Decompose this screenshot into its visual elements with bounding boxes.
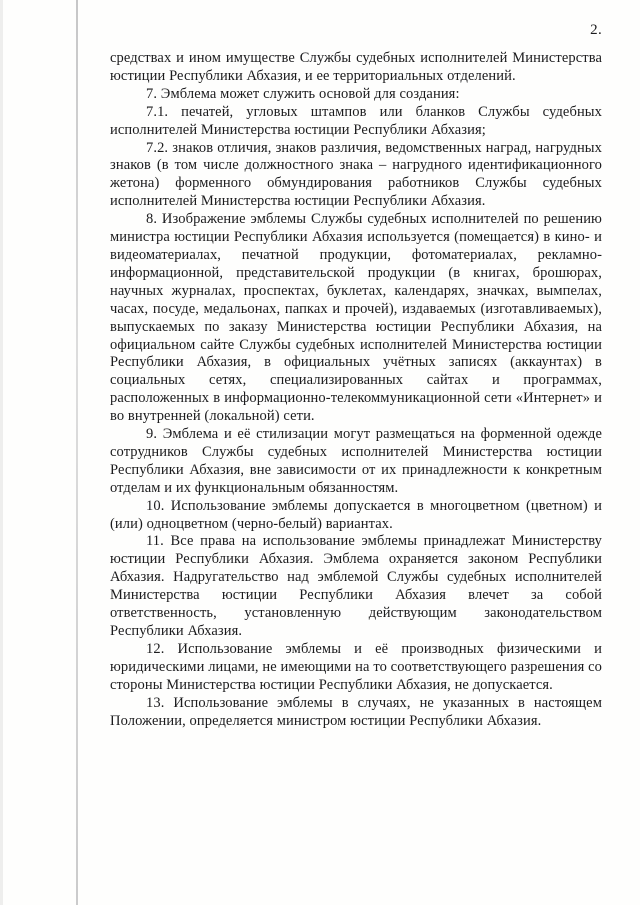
paragraph-7-1: 7.1. печатей, угловых штампов или бланков Службы судебных исполнителей Министерства юстиции Республики Абхазия;: [110, 103, 602, 138]
paragraph-12: 12. Использование эмблемы и её производных физическими и юридическими лицами, не имеющими на то соответствующего разрешения со стороны Министерства юстиции Республики Абхазия, не допускается.: [110, 640, 602, 693]
paragraph-7: 7. Эмблема может служить основой для создания:: [146, 85, 460, 102]
scan-edge-shadow: [0, 0, 3, 905]
paragraph-continuation: средствах и ином имуществе Службы судебных исполнителей Министерства юстиции Республики Абхазия, и ее территориальных отделений.: [110, 50, 602, 84]
paragraph-10: 10. Использование эмблемы допускается в многоцветном (цветном) и (или) одноцветном (черно-белый) вариантах.: [110, 497, 602, 532]
paragraph-7-2: 7.2. знаков отличия, знаков различия, ведомственных наград, нагрудных знаков (в том числе должностного знака – нагрудного идентификационного жетона) форменного обмундирования работников Службы судебных исполнителей Министерства юстиции Республики Абхазия.: [110, 139, 602, 210]
paragraph-9: 9. Эмблема и её стилизации могут размещаться на форменной одежде сотрудников Службы судебных исполнителей Министерства юстиции Республики Абхазия, вне зависимости от их принадлежности к конкретным отделам и их функциональным обязанностям.: [110, 426, 602, 496]
page-number: 2.: [590, 22, 602, 38]
scan-artifact-line: [76, 0, 78, 905]
document-body: [110, 50, 602, 730]
paragraph-13: 13. Использование эмблемы в случаях, не указанных в настоящем Положении, определяется министром юстиции Республики Абхазия.: [110, 694, 602, 729]
paragraph-11: 11. Все права на использование эмблемы принадлежат Министерству юстиции Республики Абхазия. Эмблема охраняется законом Республики Абхазия. Надругательство над эмблемой Службы судебных исполнителей Министерства юстиции Республики Абхазия влечет за собой ответственность, установленную действующим законодательством Республики Абхазия.: [110, 533, 602, 639]
paragraph-8: 8. Изображение эмблемы Службы судебных исполнителей по решению министра юстиции Республики Абхазия используется (помещается) в кино- и видеоматериалах, печатной продукции, фотоматериалах, рекламно-информационной, представительской продукции (в книгах, брошюрах, научных журналах, проспектах, буклетах, календарях, значках, вымпелах, часах, посуде, медальонах, папках и прочей), издаваемых (изготавливаемых), выпускаемых по заказу Министерства юстиции Республики Абхазия, на официальном сайте Службы судебных исполнителей Министерства юстиции Республики Абхазия, в официальных учётных записях (аккаунтах) в социальных сетях, специализированных сайтах и программах, расположенных в информационно-телекоммуникационной сети «Интернет» и во внутренней (локальной) сети.: [110, 211, 602, 425]
